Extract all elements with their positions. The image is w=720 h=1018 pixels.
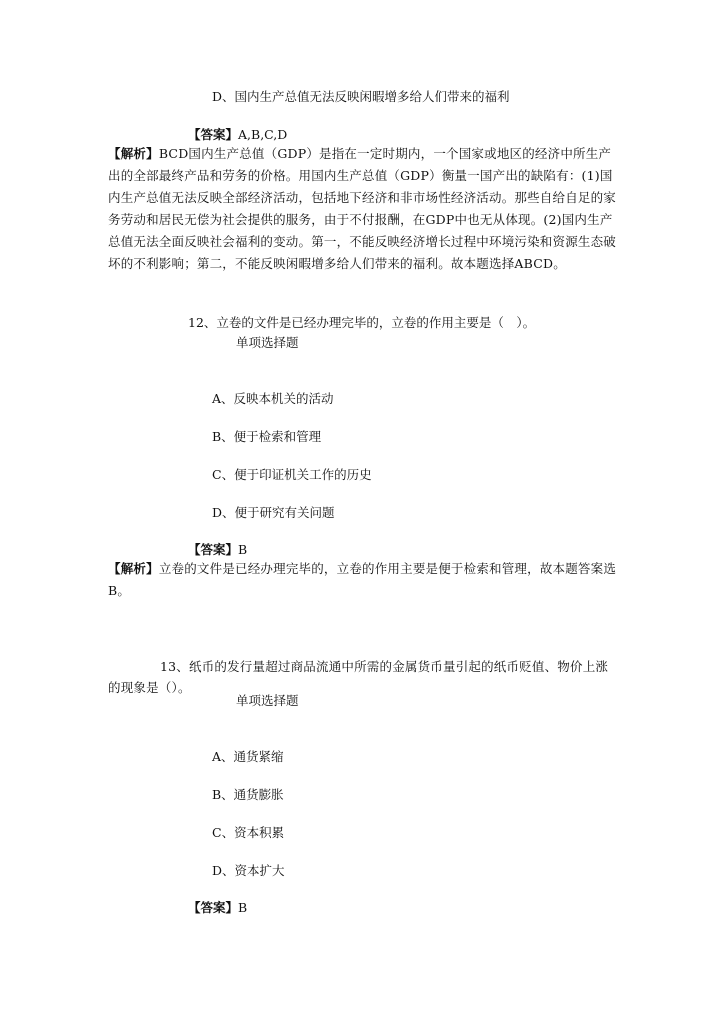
answer-label: 【答案】 xyxy=(188,127,239,142)
answer-value: B xyxy=(238,542,248,557)
q13-type: 单项选择题 xyxy=(236,693,299,708)
analysis-text: BCD国内生产总值（GDP）是指在一定时期内，一个国家或地区的经济中所生产出的全部最终产品和劳务的价格。用国内生产总值（GDP）衡量一国产出的缺陷有：(1)国内生产总值无法反映全部经济活动，包括地下经济和非市场性经济活动。那些自给自足的家务劳动和居民无偿为社会提供的服务，由于不付报酬，在GDP中也无从体现。(2)国内生产总值无法全面反映社会福利的变动。第一，不能反映经济增长过程中环境污染和资源生态破坏的不利影响；第二，不能反映闲暇增多给人们带来的福利。故本题选择ABCD。 xyxy=(108,146,617,271)
answer-value: B xyxy=(238,900,248,915)
prev-answer xyxy=(188,126,287,144)
q13-option-c: C、资本积累 xyxy=(212,825,285,840)
prev-analysis xyxy=(108,143,616,275)
q12-type: 单项选择题 xyxy=(236,335,299,350)
answer-value: A,B,C,D xyxy=(238,127,288,142)
q12-stem: 12、立卷的文件是已经办理完毕的，立卷的作用主要是（ ）。 xyxy=(188,315,536,330)
analysis-text: 立卷的文件是已经办理完毕的，立卷的作用主要是便于检索和管理，故本题答案选B。 xyxy=(108,561,617,598)
prev-option-d: D、国内生产总值无法反映闲暇增多给人们带来的福利 xyxy=(212,89,510,104)
q13-answer xyxy=(188,899,247,917)
q12-option-a: A、反映本机关的活动 xyxy=(212,391,334,406)
q12-answer xyxy=(188,541,247,559)
q12-analysis xyxy=(108,558,616,602)
q12-option-d: D、便于研究有关问题 xyxy=(212,505,335,520)
q13-option-b: B、通货膨胀 xyxy=(212,787,284,802)
analysis-label: 【解析】 xyxy=(108,561,159,576)
answer-label: 【答案】 xyxy=(188,900,239,915)
q12-option-c: C、便于印证机关工作的历史 xyxy=(212,467,372,482)
q13-stem: 13、纸币的发行量超过商品流通中所需的金属货币量引起的纸币贬值、物价上涨的现象是（）。 xyxy=(108,659,609,695)
q13-option-d: D、资本扩大 xyxy=(212,863,285,878)
analysis-label: 【解析】 xyxy=(108,146,159,161)
answer-label: 【答案】 xyxy=(188,542,239,557)
q13-option-a: A、通货紧缩 xyxy=(212,749,284,764)
q12-option-b: B、便于检索和管理 xyxy=(212,429,322,444)
